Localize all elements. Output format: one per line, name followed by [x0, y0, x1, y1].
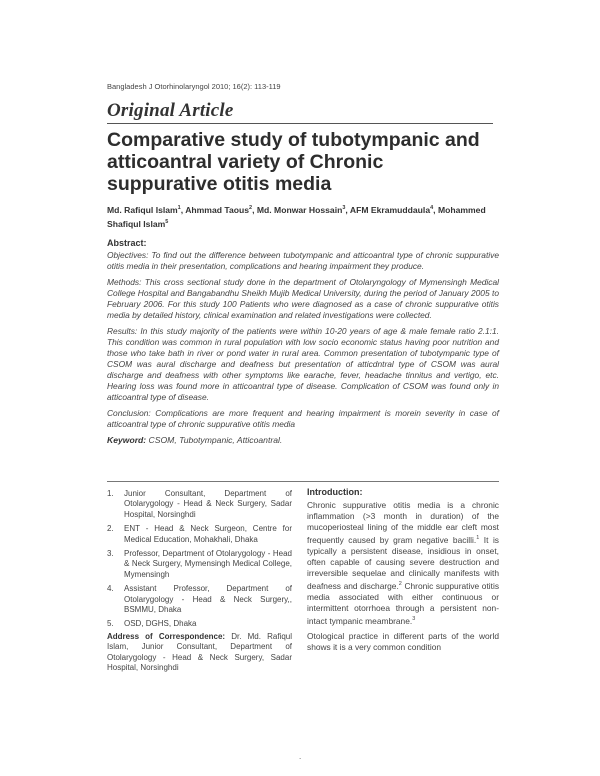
- abstract-heading: Abstract:: [107, 238, 147, 248]
- affiliation-item: 1. Junior Consultant, Department of Otolarygology - Head & Neck Surgery, Sadar Hospital, Norsinghdi: [107, 489, 292, 519]
- abstract-objectives: Objectives: To find out the difference between tubotympanic and atticoantral type of chronic suppurative otitis media in their presentation, complications and hearing impairment they produce.: [107, 250, 499, 271]
- introduction-paragraph: Chronic suppurative otitis media is a chronic inflammation (>3 month in duration) of the mucoperiosteal lining of the middle ear cleft most frequently caused by gram negative bacilli.$^1$ It is typically a persistent disease, insidious in onset, often capable of causing severe destruction and irreversible sequelae and clinically manifests with deafness and discharge.$^2$ Chronic suppurative otitis media associated with either continuous or intermittent otorrhoea through a persistent non-intact tympanic meambrane.$^3$: [307, 500, 500, 626]
- correspondence-address: Address of Correspondence: Dr. Md. Rafiqul Islam, Junior Consultant, Department of Otolarygology - Head & Neck Surgery, Sadar Hospital, Norsinghdi: [107, 631, 292, 673]
- author: Ahmmad Taous$^2$,: [185, 204, 257, 215]
- author: Md. Monwar Hossain$^3$,: [256, 204, 350, 215]
- affiliation-item: 5. OSD, DGHS, Dhaka: [107, 619, 197, 629]
- section-divider: [107, 481, 499, 482]
- journal-citation: Bangladesh J Otorhinolaryngol 2010; 16(2): 113-119: [107, 82, 281, 91]
- abstract-section: [107, 238, 499, 446]
- keyword-label: Keyword:: [107, 435, 147, 445]
- affiliation-item: 2. ENT - Head & Neck Surgeon, Centre for Medical Education, Mohakhali, Dhaka: [107, 524, 292, 544]
- introduction-paragraph: Otological practice in different parts of the world shows it is a very common condition: [307, 631, 499, 653]
- affiliations-column: [107, 489, 292, 674]
- article-title: Comparative study of tubotympanic and atticoantral variety of Chronic suppurative otitis media: [107, 129, 480, 195]
- correspondence-label: Address of Correspondence:: [107, 631, 226, 641]
- page-mark: .: [299, 752, 302, 761]
- author: AFM Ekramuddaula$^4$,: [349, 204, 438, 215]
- author: Md. Rafiqul Islam$^1$,: [107, 204, 186, 215]
- introduction-column: [307, 487, 499, 658]
- affiliation-item: 3. Professor, Department of Otolarygology - Head & Neck Surgery, Mymensingh Medical College, Mymensingh: [107, 549, 292, 579]
- keyword-values: CSOM, Tubotympanic, Atticoantral.: [146, 435, 283, 445]
- author: Mohammed Shafiqul Islam$^5$: [107, 204, 486, 230]
- abstract-conclusion: Conclusion: Complications are more frequent and hearing impairment is morein severity in case of atticoantral type of chronic suppurative otitis media: [107, 408, 499, 429]
- abstract-methods: Methods: This cross sectional study done in the department of Otolaryngology of Mymensingh Medical College Hospital and Bangabandhu Sheikh Mujib Medical University, during the period of January 2005 to February 2006. For this study 100 Patients who were diagnosed as a case of chronic suppurative otitis media by detailed history, clinical examination and related investigations were collected.: [107, 277, 499, 320]
- introduction-heading: Introduction:: [307, 487, 363, 497]
- section-heading: Original Article: [107, 100, 493, 124]
- affiliation-item: 4. Assistant Professor, Department of Otolarygology - Head & Neck Surgery,, BSMMU, Dhaka: [107, 584, 292, 615]
- abstract-results: Results: In this study majority of the patients were within 10-20 years of age & male female ratio 2.1:1. This condition was common in rural population with low socio economic status having poor nutrition and those who take bath in river or pond water in rural area. Common presentation of tubotympanic type of CSOM was aural discharge and deafness but presentation of atticdntral type of CSOM was aural discharge and deafness with other symptoms like earache, fever, headache tinnitus and vertigo, etc. Hearing loss was found more in atticoantral type of disease. Complication of CSOM was found only in atticoantral type of disease.: [107, 326, 499, 402]
- author-list: [107, 202, 502, 231]
- keywords: [107, 435, 499, 446]
